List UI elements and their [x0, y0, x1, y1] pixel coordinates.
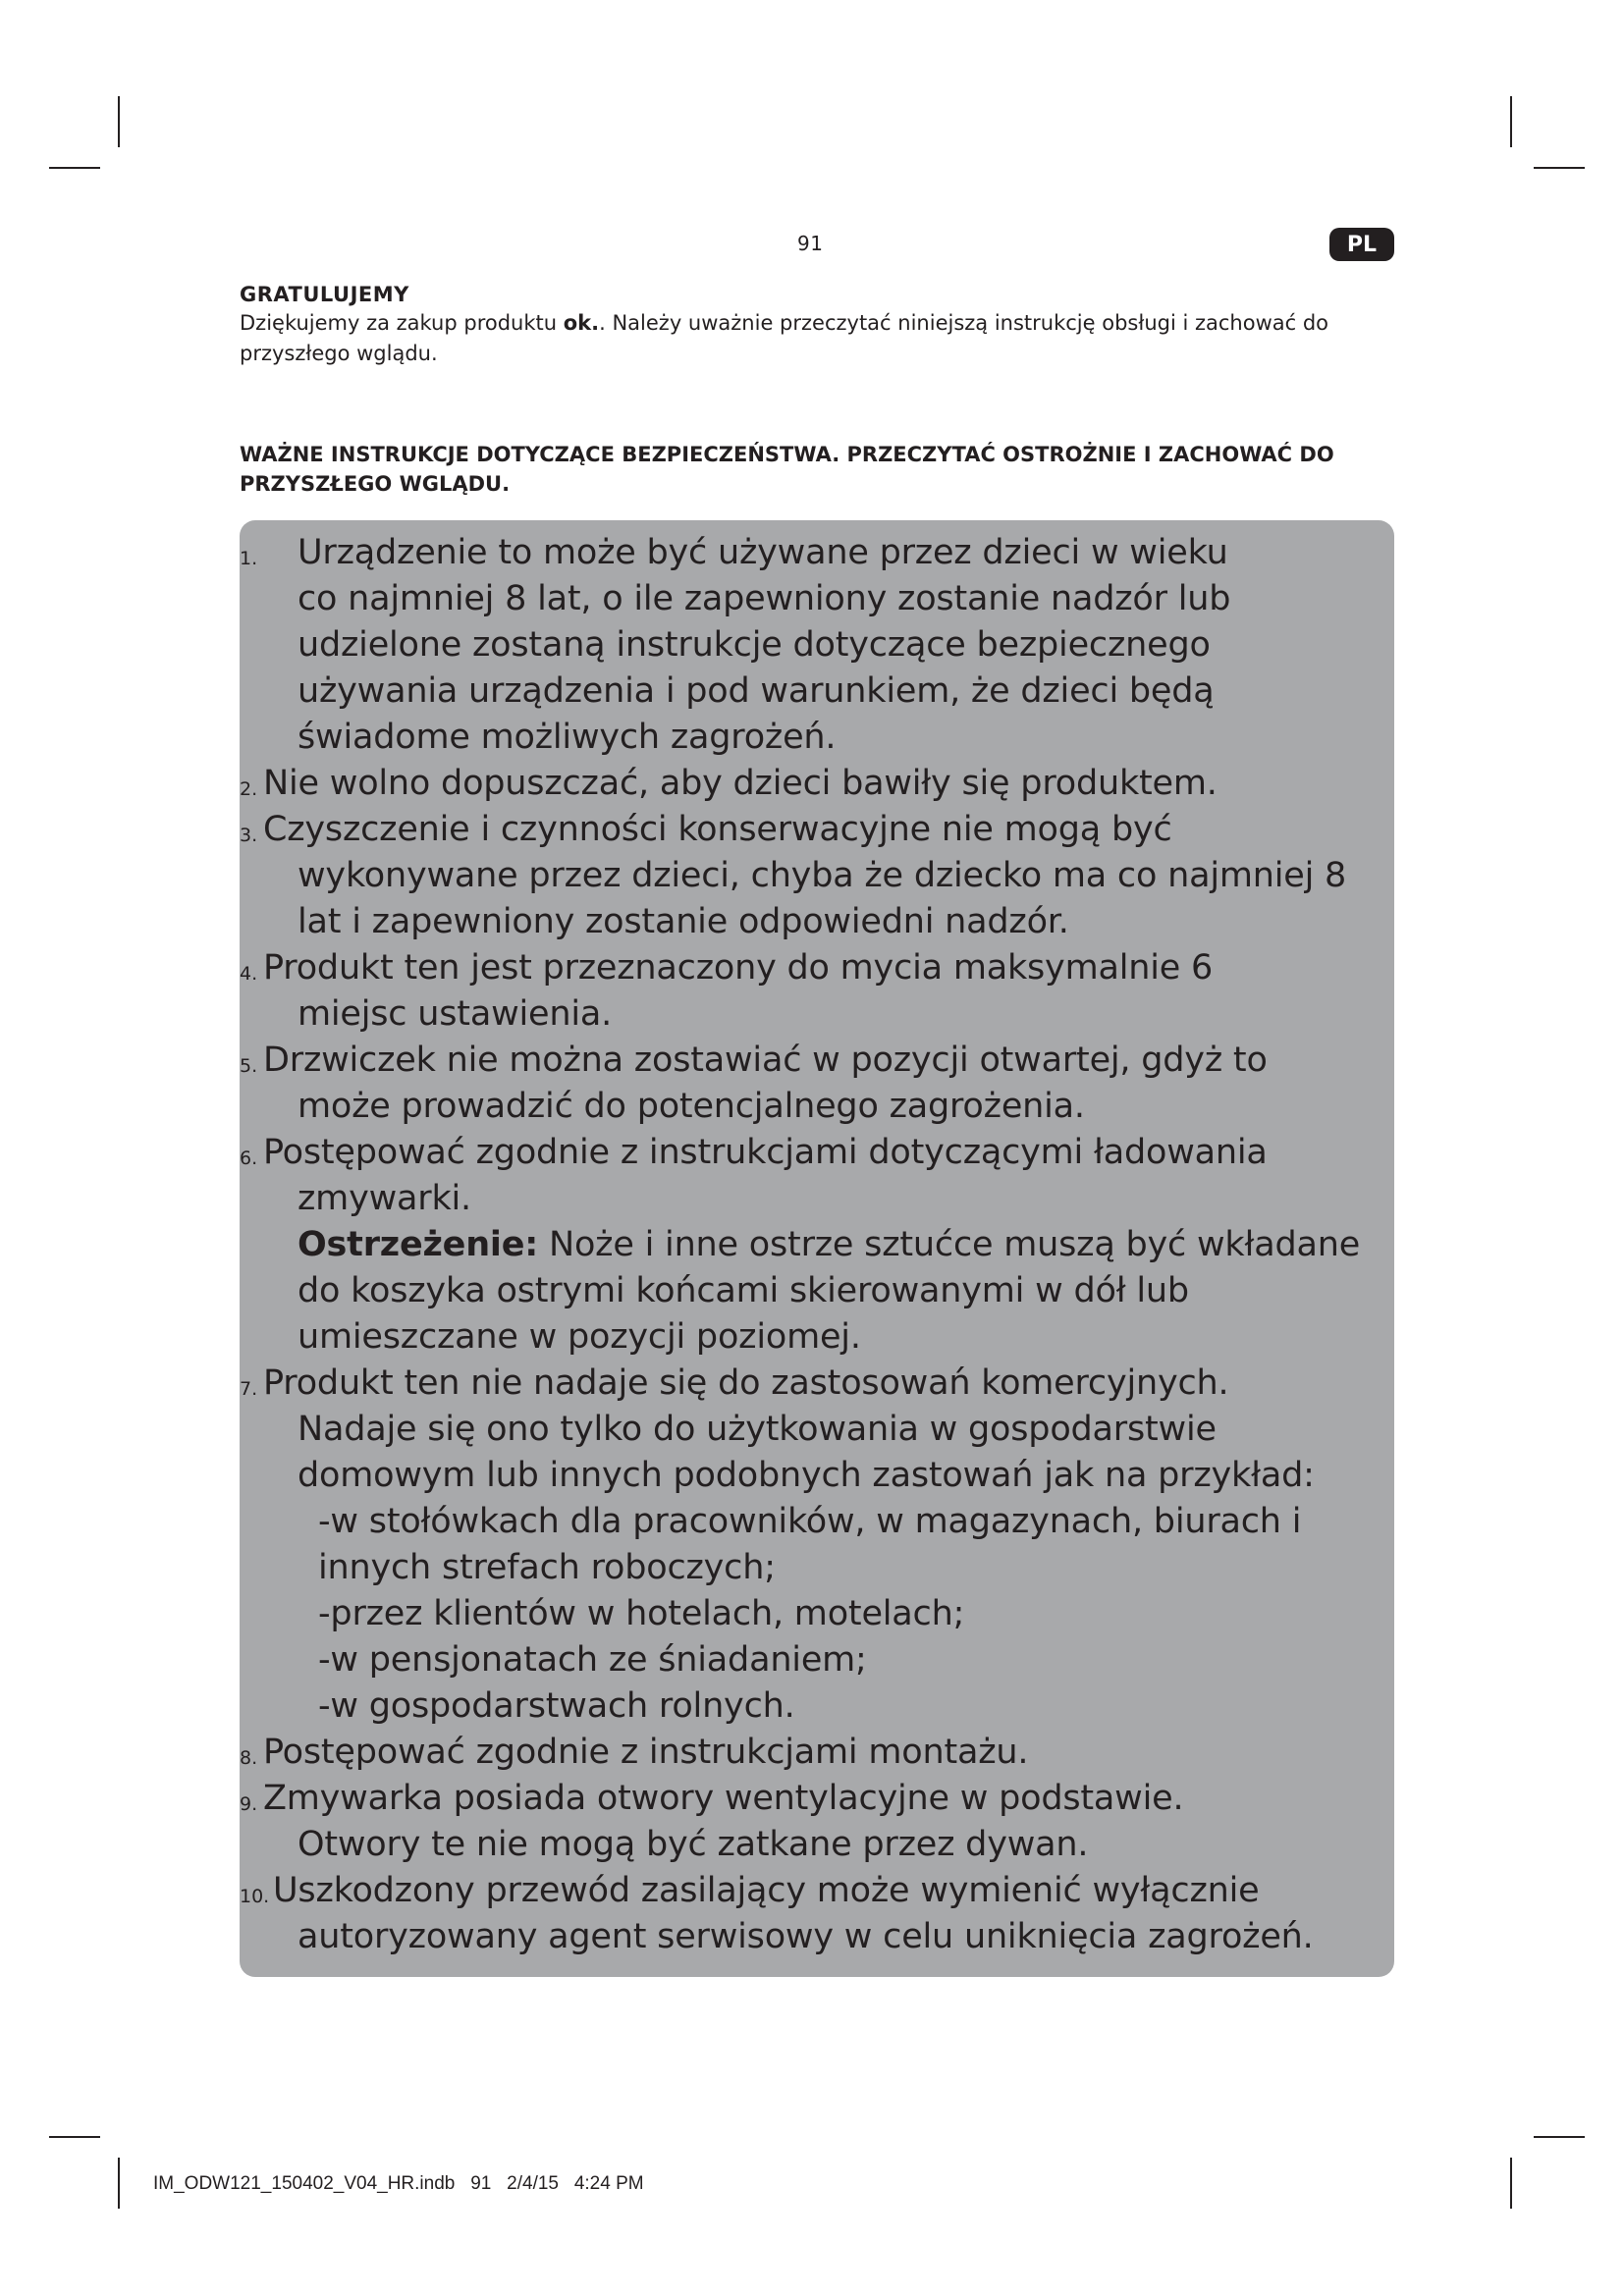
safety-heading: WAŻNE INSTRUKCJE DOTYCZĄCE BEZPIECZEŃSTWA. PRZECZYTAĆ OSTROŻNIE I ZACHOWAĆ DO PRZYSZŁEGO WGLĄDU.: [240, 443, 1334, 496]
intro-title: GRATULUJEMY: [240, 283, 409, 306]
instruction-line: może prowadzić do potencjalnego zagrożenia.: [298, 1087, 1085, 1126]
warning-label: Ostrzeżenie:: [298, 1225, 539, 1264]
page-number: 91: [797, 232, 824, 255]
instruction-line: Urządzenie to może być używane przez dzieci w wieku: [298, 533, 1228, 572]
crop-mark-bottom-left-vertical: [118, 2158, 120, 2209]
instruction-line: miejsc ustawienia.: [298, 994, 613, 1034]
instruction-line: Zmywarka posiada otwory wentylacyjne w podstawie.: [263, 1779, 1184, 1818]
instruction-line: Czyszczenie i czynności konserwacyjne nie mogą być: [263, 810, 1172, 849]
instruction-number: 3.: [240, 825, 258, 846]
crop-mark-top-right-horizontal: [1534, 167, 1585, 169]
instruction-line: umieszczane w pozycji poziomej.: [298, 1317, 861, 1357]
instruction-number: 9.: [240, 1793, 258, 1815]
instruction-number: 10.: [240, 1886, 270, 1907]
instruction-item-3: [240, 807, 1394, 945]
instruction-item-9: [240, 1776, 1394, 1868]
instruction-line: co najmniej 8 lat, o ile zapewniony zostanie nadzór lub: [298, 579, 1231, 618]
instruction-line: Nadaje się ono tylko do użytkowania w gospodarstwie: [298, 1410, 1217, 1449]
instruction-item-7: [240, 1361, 1394, 1730]
instruction-line: Otwory te nie mogą być zatkane przez dywan.: [298, 1825, 1089, 1864]
instruction-number: 5.: [240, 1055, 258, 1077]
instruction-line: domowym lub innych podobnych zastowań jak na przykład:: [298, 1456, 1315, 1495]
crop-mark-bottom-right-vertical: [1510, 2158, 1512, 2209]
crop-mark-top-left-vertical: [118, 96, 120, 147]
instruction-number: 1.: [240, 548, 258, 569]
intro-text-after-brand: . Należy uważnie przeczytać niniejszą instrukcję obsługi i zachować do przyszłego wglądu.: [240, 311, 1329, 365]
instruction-line: do koszyka ostrymi końcami skierowanymi w dół lub: [298, 1271, 1189, 1310]
instruction-sub-line: -przez klientów w hotelach, motelach;: [318, 1594, 965, 1633]
instruction-line: autoryzowany agent serwisowy w celu uniknięcia zagrożeń.: [298, 1917, 1314, 1956]
instruction-line: udzielone zostaną instrukcje dotyczące bezpiecznego: [298, 625, 1211, 665]
instruction-line: Uszkodzony przewód zasilający może wymienić wyłącznie: [273, 1871, 1260, 1910]
intro-text-before-brand: Dziękujemy za zakup produktu: [240, 311, 564, 335]
instruction-item-2: [240, 761, 1394, 807]
instruction-line: lat i zapewniony zostanie odpowiedni nadzór.: [298, 902, 1069, 941]
instruction-number: 7.: [240, 1378, 258, 1400]
instruction-item-10: [240, 1868, 1394, 1960]
brand-name: ok.: [563, 311, 600, 335]
instruction-number: 6.: [240, 1148, 258, 1169]
language-badge: PL: [1329, 228, 1394, 261]
instruction-number: 2.: [240, 778, 258, 800]
instruction-number: 4.: [240, 963, 258, 985]
crop-mark-bottom-left-horizontal: [49, 2136, 100, 2138]
crop-mark-bottom-right-horizontal: [1534, 2136, 1585, 2138]
instruction-item-1: [240, 530, 1394, 761]
instruction-number: 8.: [240, 1747, 258, 1769]
instruction-item-5: [240, 1038, 1394, 1130]
instruction-sub-line: -w gospodarstwach rolnych.: [318, 1686, 795, 1726]
instruction-line: Produkt ten jest przeznaczony do mycia maksymalnie 6: [263, 948, 1214, 988]
instruction-line: zmywarki.: [298, 1179, 471, 1218]
crop-mark-top-right-vertical: [1510, 96, 1512, 147]
print-slug: IM_ODW121_150402_V04_HR.indb 91 2/4/15 4:24 PM: [153, 2173, 644, 2194]
crop-mark-top-left-horizontal: [49, 167, 100, 169]
instruction-sub-line: innych strefach roboczych;: [318, 1548, 776, 1587]
intro-section: [240, 283, 1398, 369]
instruction-line: Produkt ten nie nadaje się do zastosowań komercyjnych.: [263, 1363, 1229, 1403]
instruction-line: używania urządzenia i pod warunkiem, że dzieci będą: [298, 671, 1215, 711]
safety-instructions-box: [240, 520, 1394, 1977]
intro-text: [240, 308, 1359, 369]
instruction-line: wykonywane przez dzieci, chyba że dziecko ma co najmniej 8: [298, 856, 1347, 895]
instruction-item-8: [240, 1730, 1394, 1776]
warning-line: [240, 1222, 1394, 1268]
instruction-item-6: [240, 1130, 1394, 1361]
instruction-sub-line: -w stołówkach dla pracowników, w magazynach, biurach i: [318, 1502, 1302, 1541]
instruction-line: Postępować zgodnie z instrukcjami dotyczącymi ładowania: [263, 1133, 1268, 1172]
instruction-line: Postępować zgodnie z instrukcjami montażu.: [263, 1733, 1029, 1772]
warning-text: Noże i inne ostrze sztućce muszą być wkładane: [538, 1225, 1361, 1264]
instruction-line: świadome możliwych zagrożeń.: [298, 718, 837, 757]
instruction-line: Drzwiczek nie można zostawiać w pozycji otwartej, gdyż to: [263, 1041, 1268, 1080]
instruction-line: Nie wolno dopuszczać, aby dzieci bawiły się produktem.: [263, 764, 1218, 803]
instruction-sub-line: -w pensjonatach ze śniadaniem;: [318, 1640, 867, 1680]
instruction-item-4: [240, 945, 1394, 1038]
